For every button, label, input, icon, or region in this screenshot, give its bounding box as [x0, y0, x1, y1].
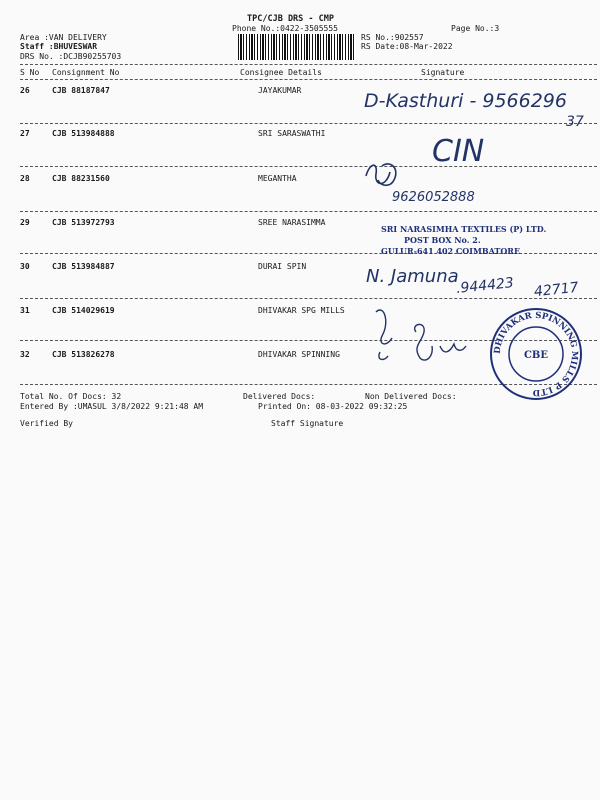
handwritten-phone: 42717 [533, 279, 580, 301]
total-docs: Total No. Of Docs: 32 [20, 392, 122, 401]
signature-scribble-icon [360, 158, 410, 194]
row-consignee: SREE NARASIMMA [258, 218, 326, 227]
row-sno: 28 [20, 174, 30, 183]
company-stamp: POST BOX No. 2. [404, 235, 481, 245]
row-consignee: JAYAKUMAR [258, 86, 302, 95]
round-seal-icon [488, 306, 584, 402]
row-consignment: CJB 513984888 [52, 129, 115, 138]
rs-number: RS No.:902557 [361, 33, 424, 42]
row-consignment: CJB 88231560 [52, 174, 110, 183]
handwritten-signature: CIN [432, 134, 485, 169]
divider [20, 64, 597, 65]
row-sno: 31 [20, 306, 30, 315]
row-consignee: DHIVAKAR SPINNING [258, 350, 340, 359]
row-consignee: MEGANTHA [258, 174, 297, 183]
handwritten-signature: D-Kasthuri - 9566296 [364, 90, 567, 112]
phone-number: Phone No.:0422-3505555 [232, 24, 338, 33]
delivered-docs: Delivered Docs: [243, 392, 316, 401]
handwritten-note: 37 [566, 114, 584, 130]
seal-center-text: CBE [523, 350, 549, 361]
drs-number: DRS No. :DCJB90255703 [20, 52, 122, 61]
row-consignment: CJB 513984887 [52, 262, 115, 271]
row-divider [20, 166, 597, 167]
entered-by: Entered By :UMASUL 3/8/2022 9:21:48 AM [20, 402, 204, 411]
row-consignment: CJB 514029619 [52, 306, 115, 315]
company-stamp: GULUR-641 402 COIMBATORE [381, 246, 521, 256]
company-stamp: SRI NARASIMHA TEXTILES (P) LTD. [381, 224, 547, 234]
page-number: Page No.:3 [451, 24, 500, 33]
handwritten-phone: .944423 [455, 275, 515, 297]
rs-date: RS Date:08-Mar-2022 [361, 42, 453, 51]
column-header-consignee: Consignee Details [240, 68, 322, 77]
row-sno: 30 [20, 262, 30, 271]
row-consignee: DURAI SPIN [258, 262, 307, 271]
printed-on: Printed On: 08-03-2022 09:32:25 [258, 402, 408, 411]
row-sno: 32 [20, 350, 30, 359]
row-divider [20, 211, 597, 212]
row-consignment: CJB 513972793 [52, 218, 115, 227]
column-header-signature: Signature [421, 68, 465, 77]
row-consignee: DHIVAKAR SPG MILLS [258, 306, 345, 315]
handwritten-signature: N. Jamuna [366, 266, 459, 287]
row-consignment: CJB 513826278 [52, 350, 115, 359]
column-header-sno: S No [20, 68, 40, 77]
non-delivered-docs: Non Delivered Docs: [365, 392, 457, 401]
row-divider [20, 298, 597, 299]
row-sno: 27 [20, 129, 30, 138]
column-header-consignment: Consignment No [52, 68, 120, 77]
row-sno: 29 [20, 218, 30, 227]
report-title: TPC/CJB DRS - CMP [247, 14, 334, 24]
signature-scribble-icon [370, 302, 490, 368]
staff-signature-label: Staff Signature [271, 419, 344, 428]
staff-field: Staff :BHUVESWAR [20, 42, 98, 51]
barcode-image [238, 34, 356, 60]
row-consignment: CJB 88187847 [52, 86, 110, 95]
area-field: Area :VAN DELIVERY [20, 33, 107, 42]
row-sno: 26 [20, 86, 30, 95]
seal-ring-text: DHIVAKAR SPINNING MILLS P LTD [492, 310, 580, 398]
row-consignee: SRI SARASWATHI [258, 129, 326, 138]
handwritten-phone: 9626052888 [392, 190, 475, 205]
divider [20, 79, 597, 80]
row-divider [20, 123, 597, 124]
verified-by: Verified By [20, 419, 73, 428]
